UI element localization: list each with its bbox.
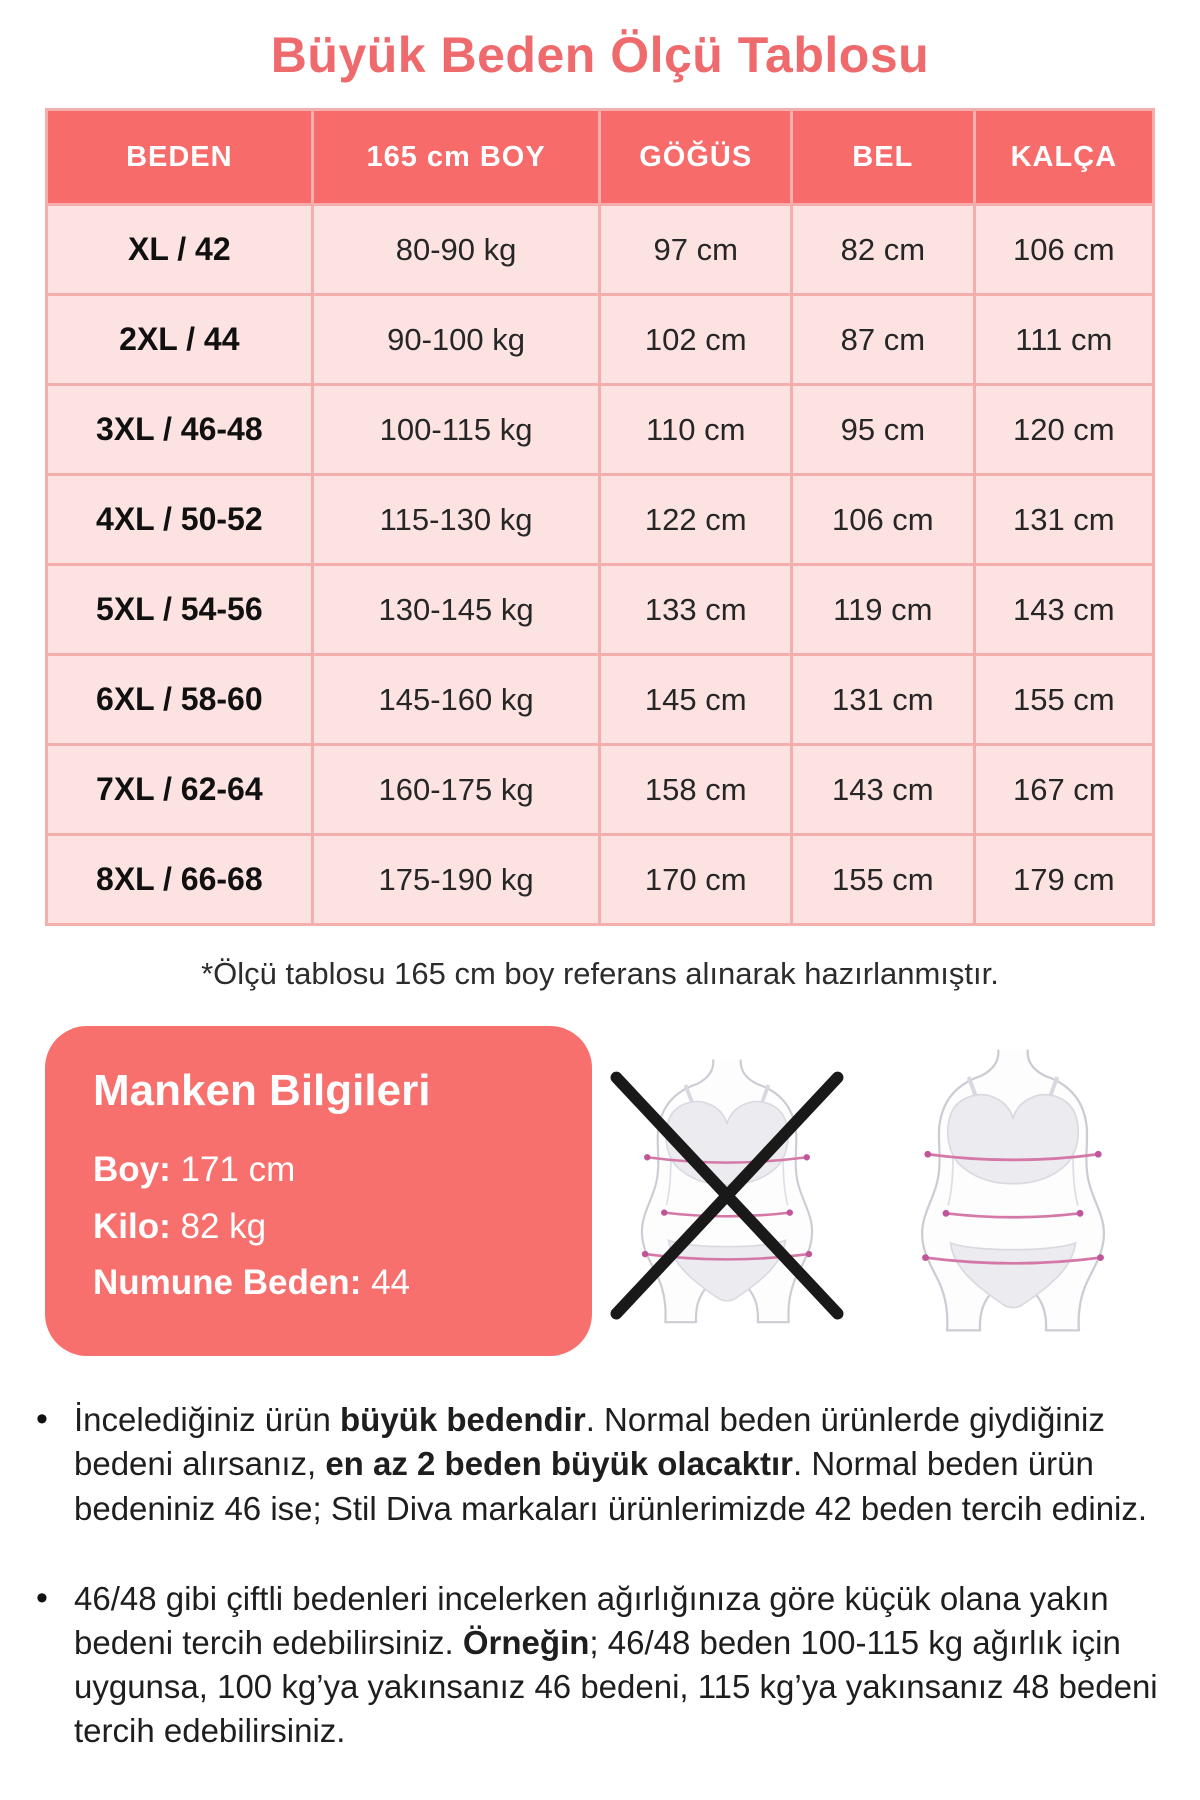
measure-cell: 80-90 kg [312, 205, 600, 295]
crossed-slim-body-figure-icon [610, 1056, 844, 1333]
size-cell: 7XL / 62-64 [47, 745, 313, 835]
table-note: *Ölçü tablosu 165 cm boy referans alınarak hazırlanmıştır. [201, 956, 999, 991]
model-info-box [45, 1026, 592, 1356]
table-row [47, 385, 1154, 475]
measure-cell: 120 cm [974, 385, 1153, 475]
plus-figure-wrap [888, 1046, 1138, 1342]
table-row [47, 565, 1154, 655]
table-body [47, 205, 1154, 925]
plus-size-body-figure-icon [888, 1046, 1138, 1342]
size-table [45, 108, 1155, 926]
table-header-row [47, 110, 1154, 205]
model-info-section [45, 1026, 1155, 1356]
measure-cell: 100-115 kg [312, 385, 600, 475]
column-header: BEL [791, 110, 974, 205]
measure-cell: 87 cm [791, 295, 974, 385]
measure-cell: 102 cm [600, 295, 792, 385]
measure-cell: 155 cm [791, 835, 974, 925]
measure-cell: 106 cm [791, 475, 974, 565]
size-cell: 6XL / 58-60 [47, 655, 313, 745]
measure-cell: 175-190 kg [312, 835, 600, 925]
page-title: Büyük Beden Ölçü Tablosu [270, 27, 930, 83]
measurement-figures [592, 1040, 1155, 1342]
column-header: GÖĞÜS [600, 110, 792, 205]
measure-cell: 143 cm [791, 745, 974, 835]
measure-cell: 145 cm [600, 655, 792, 745]
table-row [47, 295, 1154, 385]
model-info-line: Numune Beden: 44 [93, 1263, 411, 1303]
column-header: 165 cm BOY [312, 110, 600, 205]
measure-cell: 131 cm [791, 655, 974, 745]
measure-cell: 133 cm [600, 565, 792, 655]
model-info-line: Boy: 171 cm [93, 1150, 296, 1189]
table-row [47, 835, 1154, 925]
measure-cell: 106 cm [974, 205, 1153, 295]
measure-cell: 131 cm [974, 475, 1153, 565]
measure-cell: 158 cm [600, 745, 792, 835]
measure-cell: 119 cm [791, 565, 974, 655]
measure-cell: 97 cm [600, 205, 792, 295]
table-row [47, 745, 1154, 835]
size-cell: 2XL / 44 [47, 295, 313, 385]
crossed-figure-wrap [610, 1056, 844, 1333]
measure-cell: 160-175 kg [312, 745, 600, 835]
column-header: BEDEN [47, 110, 313, 205]
measure-cell: 82 cm [791, 205, 974, 295]
size-cell: 8XL / 66-68 [47, 835, 313, 925]
measure-cell: 90-100 kg [312, 295, 600, 385]
measure-cell: 115-130 kg [312, 475, 600, 565]
table-row [47, 475, 1154, 565]
model-info-title: Manken Bilgileri [93, 1066, 431, 1115]
size-cell: 5XL / 54-56 [47, 565, 313, 655]
measure-cell: 111 cm [974, 295, 1153, 385]
size-cell: 4XL / 50-52 [47, 475, 313, 565]
size-cell: XL / 42 [47, 205, 313, 295]
measure-cell: 155 cm [974, 655, 1153, 745]
table-row [47, 655, 1154, 745]
body-figure-graphic [922, 1050, 1104, 1331]
size-cell: 3XL / 46-48 [47, 385, 313, 475]
measure-cell: 110 cm [600, 385, 792, 475]
measure-cell: 167 cm [974, 745, 1153, 835]
measure-cell: 122 cm [600, 475, 792, 565]
measure-cell: 145-160 kg [312, 655, 600, 745]
note-item: • İncelediğiniz ürün büyük bedendir. Normal beden ürünlerde giydiğiniz bedeni alırsanız, en az 2 beden büyük olacaktır. Normal beden ürün bedeniniz 46 ise; Stil Diva markaları ürünlerimizde 42 beden tercih ediniz. [74, 1398, 1160, 1531]
measure-cell: 95 cm [791, 385, 974, 475]
measure-cell: 130-145 kg [312, 565, 600, 655]
measure-cell: 179 cm [974, 835, 1153, 925]
notes-list [74, 1398, 1160, 1754]
measure-cell: 170 cm [600, 835, 792, 925]
note-item: • 46/48 gibi çiftli bedenleri incelerken ağırlığınıza göre küçük olana yakın bedeni tercih edebilirsiniz. Örneğin; 46/48 beden 100-115 kg ağırlık için uygunsa, 100 kg’ya yakınsanız 46 bedeni, 115 kg’ya yakınsanız 48 bedeni tercih edebilirsiniz. [74, 1577, 1160, 1754]
table-row [47, 205, 1154, 295]
column-header: KALÇA [974, 110, 1153, 205]
model-info-line: Kilo: 82 kg [93, 1206, 267, 1246]
model-info-lines [93, 1142, 556, 1312]
measure-cell: 143 cm [974, 565, 1153, 655]
